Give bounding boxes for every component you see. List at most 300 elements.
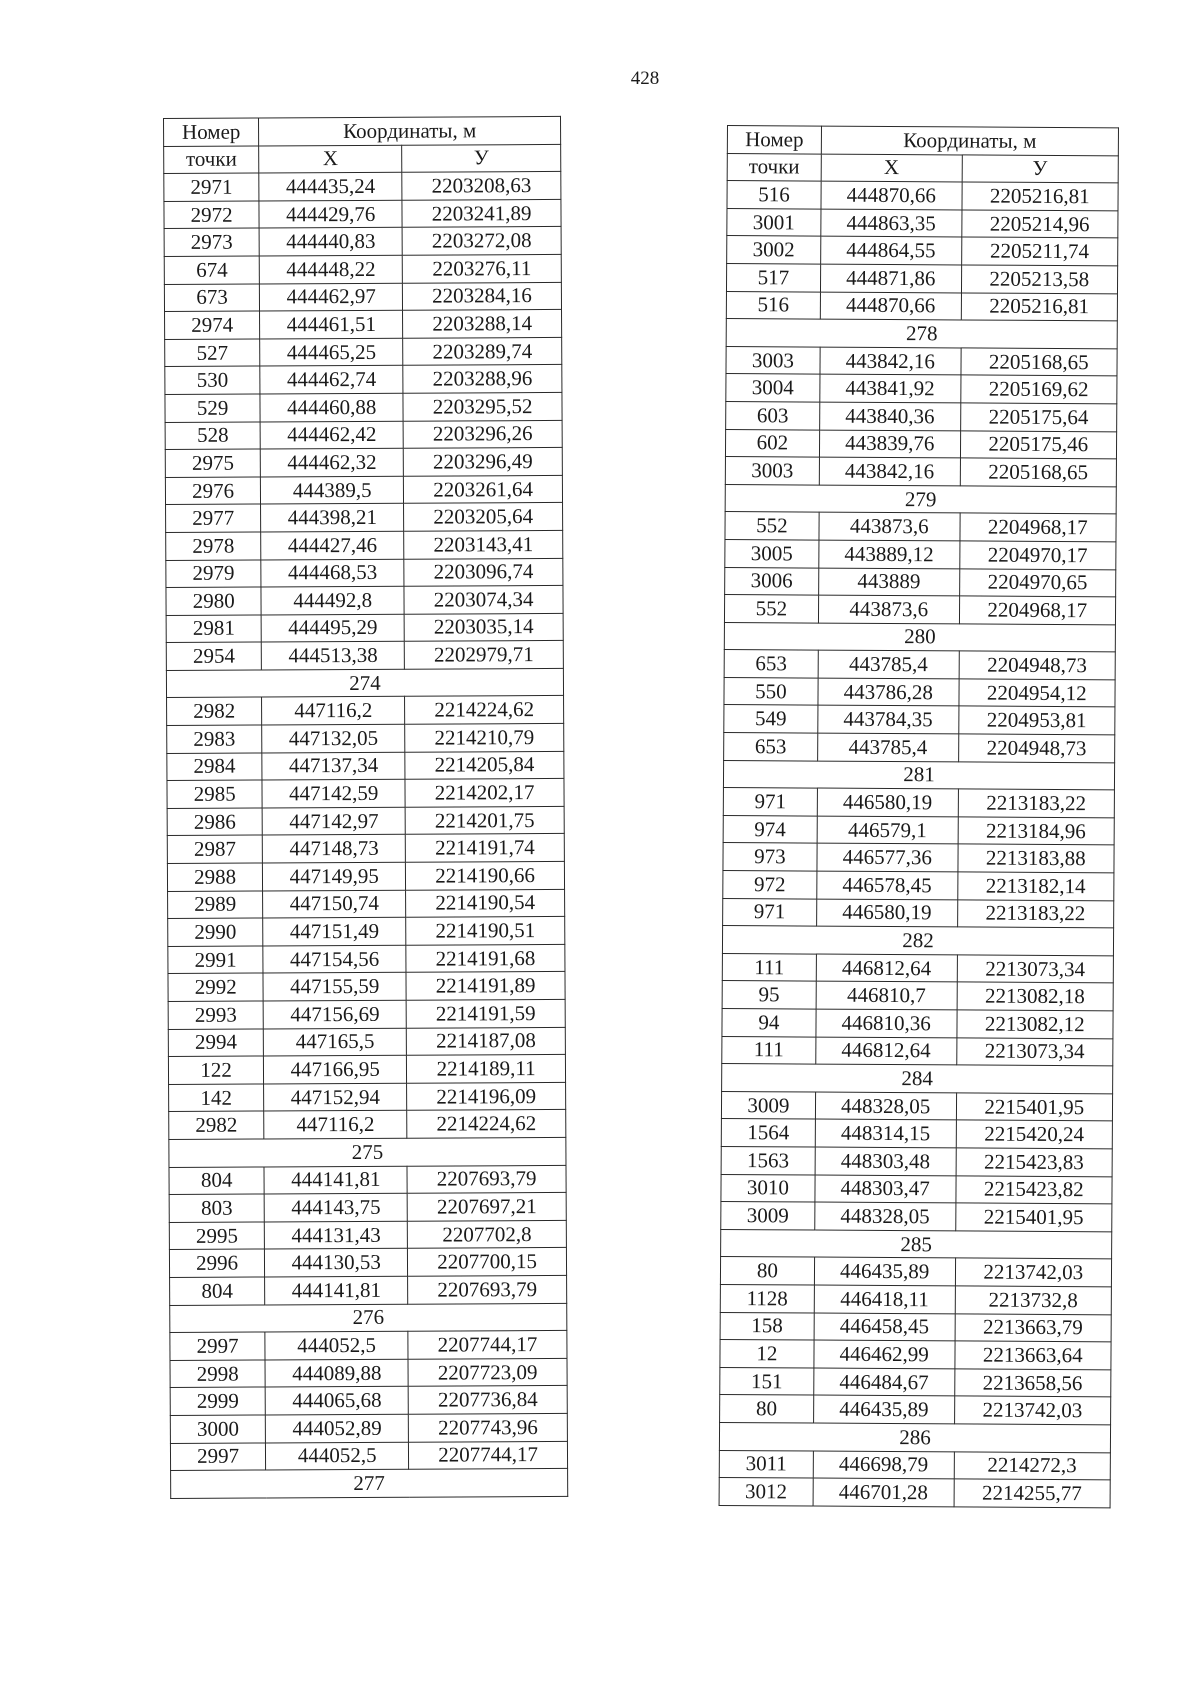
y-coordinate-cell: 2213073,34 <box>956 1038 1113 1067</box>
x-coordinate-cell: 447156,69 <box>263 1000 406 1028</box>
y-coordinate-cell: 2214191,74 <box>405 834 564 862</box>
y-coordinate-cell: 2204948,73 <box>958 734 1115 763</box>
point-number-cell: 530 <box>165 366 260 394</box>
y-coordinate-cell: 2214191,89 <box>406 972 565 1000</box>
y-coordinate-cell: 2213663,64 <box>954 1341 1111 1370</box>
y-coordinate-cell: 2204968,17 <box>960 513 1117 542</box>
y-coordinate-cell: 2214205,84 <box>405 751 564 779</box>
point-number-cell: 527 <box>165 339 260 367</box>
section-number: 281 <box>723 760 1114 790</box>
header-x: X <box>259 145 402 173</box>
section-number: 274 <box>166 668 563 698</box>
x-coordinate-cell: 444141,81 <box>265 1276 408 1304</box>
table-row <box>165 310 562 340</box>
table-row <box>724 595 1115 625</box>
x-coordinate-cell: 446810,7 <box>816 981 957 1009</box>
table-row <box>720 1340 1111 1370</box>
point-number-cell: 972 <box>723 871 817 899</box>
x-coordinate-cell: 447165,5 <box>264 1028 407 1056</box>
table-row <box>721 1119 1112 1149</box>
point-number-cell: 158 <box>720 1312 814 1340</box>
section-row <box>722 926 1113 956</box>
point-number-cell: 3010 <box>721 1174 815 1202</box>
y-coordinate-cell: 2207693,79 <box>408 1275 567 1303</box>
table-row <box>726 291 1117 321</box>
x-coordinate-cell: 444141,81 <box>264 1166 407 1194</box>
table-row <box>722 953 1113 983</box>
table-row <box>167 834 564 864</box>
x-coordinate-cell: 444468,53 <box>261 559 404 587</box>
y-coordinate-cell: 2205213,58 <box>961 265 1118 294</box>
x-coordinate-cell: 446435,89 <box>813 1395 954 1423</box>
y-coordinate-cell: 2203296,26 <box>403 420 562 448</box>
y-coordinate-cell: 2214189,11 <box>407 1055 566 1083</box>
point-number-cell: 804 <box>170 1277 265 1305</box>
x-coordinate-cell: 446701,28 <box>813 1478 954 1506</box>
x-coordinate-cell: 446458,45 <box>814 1313 955 1341</box>
y-coordinate-cell: 2203205,64 <box>404 503 563 531</box>
table-row <box>723 871 1114 901</box>
table-row <box>166 558 563 588</box>
x-coordinate-cell: 444495,29 <box>261 614 404 642</box>
y-coordinate-cell: 2203208,63 <box>402 172 561 200</box>
table-row <box>723 788 1114 818</box>
y-coordinate-cell: 2203295,52 <box>403 392 562 420</box>
x-coordinate-cell: 444089,88 <box>265 1359 408 1387</box>
y-coordinate-cell: 2207744,17 <box>409 1441 568 1469</box>
y-coordinate-cell: 2214190,51 <box>406 917 565 945</box>
table-row <box>169 1248 566 1278</box>
y-coordinate-cell: 2213082,18 <box>957 982 1114 1011</box>
point-number-cell: 3012 <box>719 1478 813 1506</box>
table-row <box>722 981 1113 1011</box>
y-coordinate-cell: 2203296,49 <box>403 448 562 476</box>
header-point-number-2: точки <box>164 146 259 174</box>
x-coordinate-cell: 446578,45 <box>817 871 958 899</box>
point-number-cell: 529 <box>165 394 260 422</box>
y-coordinate-cell: 2203241,89 <box>402 199 561 227</box>
section-number: 282 <box>722 926 1113 956</box>
section-row <box>169 1137 566 1167</box>
y-coordinate-cell: 2214187,08 <box>406 1027 565 1055</box>
x-coordinate-cell: 444130,53 <box>265 1249 408 1277</box>
x-coordinate-cell: 447132,05 <box>262 724 405 752</box>
point-number-cell: 516 <box>727 181 821 209</box>
table-row <box>727 236 1118 266</box>
point-number-cell: 517 <box>726 263 820 291</box>
table-row <box>721 1146 1112 1176</box>
point-number-cell: 603 <box>726 401 820 429</box>
x-coordinate-cell: 446580,19 <box>817 788 958 816</box>
table-row <box>167 751 564 781</box>
point-number-cell: 3000 <box>170 1415 265 1443</box>
table-row <box>725 512 1116 542</box>
table-row <box>167 723 564 753</box>
header-point-number: Номер <box>164 118 259 146</box>
point-number-cell: 3011 <box>719 1450 813 1478</box>
y-coordinate-cell: 2207693,79 <box>407 1165 566 1193</box>
point-number-cell: 2991 <box>168 946 263 974</box>
point-number-cell: 528 <box>165 422 260 450</box>
table-row <box>721 1174 1112 1204</box>
y-coordinate-cell: 2203289,74 <box>403 337 562 365</box>
y-coordinate-cell: 2205168,65 <box>961 348 1118 377</box>
x-coordinate-cell: 446484,67 <box>814 1368 955 1396</box>
point-number-cell: 2996 <box>169 1249 264 1277</box>
point-number-cell: 2992 <box>168 973 263 1001</box>
table-row <box>168 1027 565 1057</box>
x-coordinate-cell: 447149,95 <box>263 862 406 890</box>
x-coordinate-cell: 446435,89 <box>814 1257 955 1285</box>
y-coordinate-cell: 2205216,81 <box>961 292 1118 321</box>
header-point-number-2: точки <box>727 153 821 181</box>
x-coordinate-cell: 446579,1 <box>817 816 958 844</box>
point-number-cell: 2954 <box>166 642 261 670</box>
point-number-cell: 2979 <box>166 559 261 587</box>
x-coordinate-cell: 447154,56 <box>263 945 406 973</box>
point-number-cell: 2983 <box>167 725 262 753</box>
y-coordinate-cell: 2204953,81 <box>958 706 1115 735</box>
point-number-cell: 2997 <box>170 1442 265 1470</box>
y-coordinate-cell: 2213082,12 <box>957 1010 1114 1039</box>
y-coordinate-cell: 2207736,84 <box>408 1386 567 1414</box>
y-coordinate-cell: 2207743,96 <box>408 1413 567 1441</box>
point-number-cell: 2975 <box>165 449 260 477</box>
table-row <box>164 172 561 202</box>
y-coordinate-cell: 2204970,17 <box>959 541 1116 570</box>
table-row <box>725 429 1116 459</box>
table-row <box>165 475 562 505</box>
x-coordinate-cell: 446698,79 <box>813 1451 954 1479</box>
point-number-cell: 12 <box>720 1340 814 1368</box>
table-row <box>723 815 1114 845</box>
x-coordinate-cell: 443842,16 <box>819 457 960 485</box>
point-number-cell: 602 <box>725 429 819 457</box>
x-coordinate-cell: 443784,35 <box>818 706 959 734</box>
table-row <box>720 1395 1111 1425</box>
point-number-cell: 2972 <box>164 201 259 229</box>
table-row <box>169 1165 566 1195</box>
x-coordinate-cell: 444389,5 <box>261 476 404 504</box>
point-number-cell: 971 <box>723 788 817 816</box>
table-row <box>166 586 563 616</box>
point-number-cell: 2987 <box>167 835 262 863</box>
table-row <box>168 889 565 919</box>
x-coordinate-cell: 446812,64 <box>816 954 957 982</box>
x-coordinate-cell: 447150,74 <box>263 890 406 918</box>
section-number: 284 <box>722 1064 1113 1094</box>
y-coordinate-cell: 2203074,34 <box>404 586 563 614</box>
table-body <box>164 172 568 1499</box>
y-coordinate-cell: 2207723,09 <box>408 1358 567 1386</box>
y-coordinate-cell: 2214191,68 <box>406 944 565 972</box>
table-row <box>169 1082 566 1112</box>
point-number-cell: 2974 <box>165 311 260 339</box>
y-coordinate-cell: 2215401,95 <box>956 1093 1113 1122</box>
section-row <box>722 1064 1113 1094</box>
header-coordinates: Координаты, м <box>821 126 1118 155</box>
y-coordinate-cell: 2214272,3 <box>954 1451 1111 1480</box>
x-coordinate-cell: 444131,43 <box>265 1221 408 1249</box>
x-coordinate-cell: 444513,38 <box>262 642 405 670</box>
point-number-cell: 3003 <box>725 457 819 485</box>
x-coordinate-cell: 448328,05 <box>815 1202 956 1230</box>
x-coordinate-cell: 444462,32 <box>261 448 404 476</box>
y-coordinate-cell: 2214255,77 <box>954 1479 1111 1508</box>
table-row <box>164 282 561 312</box>
point-number-cell: 95 <box>722 981 816 1009</box>
x-coordinate-cell: 447116,2 <box>262 697 405 725</box>
table-row <box>724 733 1115 763</box>
point-number-cell: 2999 <box>170 1387 265 1415</box>
section-number: 278 <box>726 319 1117 349</box>
point-number-cell: 516 <box>726 291 820 319</box>
table-row <box>168 972 565 1002</box>
table-row <box>164 199 561 229</box>
section-row <box>724 622 1115 652</box>
y-coordinate-cell: 2205214,96 <box>961 210 1118 239</box>
table-row <box>723 843 1114 873</box>
table-row <box>167 696 564 726</box>
table-body <box>719 181 1118 1508</box>
point-number-cell: 974 <box>723 815 817 843</box>
y-coordinate-cell: 2214201,75 <box>405 806 564 834</box>
point-number-cell: 2973 <box>164 228 259 256</box>
y-coordinate-cell: 2213663,79 <box>955 1313 1112 1342</box>
x-coordinate-cell: 446418,11 <box>814 1285 955 1313</box>
x-coordinate-cell: 444863,35 <box>821 209 962 237</box>
y-coordinate-cell: 2203288,14 <box>403 310 562 338</box>
table-row <box>170 1441 567 1471</box>
x-coordinate-cell: 444398,21 <box>261 504 404 532</box>
y-coordinate-cell: 2213073,34 <box>957 955 1114 984</box>
section-number: 275 <box>169 1137 566 1167</box>
y-coordinate-cell: 2203284,16 <box>403 282 562 310</box>
y-coordinate-cell: 2204948,73 <box>959 651 1116 680</box>
point-number-cell: 2994 <box>168 1029 263 1057</box>
table-row <box>168 944 565 974</box>
y-coordinate-cell: 2215423,83 <box>956 1148 1113 1177</box>
x-coordinate-cell: 447137,34 <box>262 752 405 780</box>
y-coordinate-cell: 2214224,62 <box>405 696 564 724</box>
x-coordinate-cell: 443873,6 <box>819 512 960 540</box>
point-number-cell: 973 <box>723 843 817 871</box>
point-number-cell: 3009 <box>721 1202 815 1230</box>
point-number-cell: 653 <box>724 650 818 678</box>
table-row <box>168 1055 565 1085</box>
y-coordinate-cell: 2214190,66 <box>406 861 565 889</box>
table-row <box>726 374 1117 404</box>
table-row <box>167 861 564 891</box>
section-row <box>719 1422 1110 1452</box>
point-number-cell: 2984 <box>167 753 262 781</box>
y-coordinate-cell: 2214224,62 <box>407 1110 566 1138</box>
y-coordinate-cell: 2205175,46 <box>960 430 1117 459</box>
table-row <box>725 567 1116 597</box>
point-number-cell: 1564 <box>721 1119 815 1147</box>
y-coordinate-cell: 2203288,96 <box>403 365 562 393</box>
point-number-cell: 653 <box>724 733 818 761</box>
y-coordinate-cell: 2203276,11 <box>402 254 561 282</box>
point-number-cell: 3004 <box>726 374 820 402</box>
x-coordinate-cell: 443839,76 <box>819 430 960 458</box>
table-row <box>169 1193 566 1223</box>
y-coordinate-cell: 2214191,59 <box>406 999 565 1027</box>
table-row <box>166 641 563 671</box>
table-row <box>165 337 562 367</box>
table-row <box>170 1331 567 1361</box>
point-number-cell: 2995 <box>169 1222 264 1250</box>
y-coordinate-cell: 2203143,41 <box>404 530 563 558</box>
table-row <box>170 1358 567 1388</box>
point-number-cell: 3005 <box>725 539 819 567</box>
point-number-cell: 2986 <box>167 808 262 836</box>
y-coordinate-cell: 2203035,14 <box>404 613 563 641</box>
y-coordinate-cell: 2213183,22 <box>958 789 1115 818</box>
table-row <box>165 365 562 395</box>
point-number-cell: 2978 <box>166 532 261 560</box>
y-coordinate-cell: 2205168,65 <box>960 458 1117 487</box>
point-number-cell: 2997 <box>170 1332 265 1360</box>
x-coordinate-cell: 444461,51 <box>260 310 403 338</box>
y-coordinate-cell: 2207697,21 <box>407 1193 566 1221</box>
section-number: 286 <box>719 1422 1110 1452</box>
table-row <box>720 1284 1111 1314</box>
y-coordinate-cell: 2204954,12 <box>959 679 1116 708</box>
coordinates-table-right <box>719 125 1119 1508</box>
x-coordinate-cell: 443840,36 <box>819 402 960 430</box>
x-coordinate-cell: 447142,59 <box>262 779 405 807</box>
table-row <box>164 227 561 257</box>
section-row <box>723 760 1114 790</box>
table-row <box>720 1367 1111 1397</box>
table-row <box>169 1110 566 1140</box>
point-number-cell: 552 <box>724 595 818 623</box>
point-number-cell: 111 <box>722 1036 816 1064</box>
section-row <box>726 319 1117 349</box>
table-row <box>165 392 562 422</box>
point-number-cell: 142 <box>169 1084 264 1112</box>
x-coordinate-cell: 443842,16 <box>820 347 961 375</box>
table-row <box>723 898 1114 928</box>
table-row <box>725 539 1116 569</box>
point-number-cell: 1563 <box>721 1146 815 1174</box>
table-row <box>721 1091 1112 1121</box>
header-coordinates: Координаты, м <box>259 116 561 145</box>
y-coordinate-cell: 2204968,17 <box>959 596 1116 625</box>
x-coordinate-cell: 443889,12 <box>819 540 960 568</box>
header-y: У <box>402 144 561 172</box>
y-coordinate-cell: 2207702,8 <box>407 1220 566 1248</box>
table-row <box>166 503 563 533</box>
point-number-cell: 2982 <box>167 697 262 725</box>
table-header <box>164 116 561 173</box>
y-coordinate-cell: 2213184,96 <box>958 817 1115 846</box>
point-number-cell: 550 <box>724 677 818 705</box>
x-coordinate-cell: 444429,76 <box>259 200 402 228</box>
table-header <box>727 126 1118 184</box>
table-row <box>722 1036 1113 1066</box>
table-row <box>724 705 1115 735</box>
y-coordinate-cell: 2215401,95 <box>955 1203 1112 1232</box>
point-number-cell: 971 <box>723 898 817 926</box>
x-coordinate-cell: 446580,19 <box>816 899 957 927</box>
table-row <box>725 457 1116 487</box>
y-coordinate-cell: 2214196,09 <box>407 1082 566 1110</box>
x-coordinate-cell: 448303,47 <box>815 1175 956 1203</box>
point-number-cell: 2971 <box>164 173 259 201</box>
x-coordinate-cell: 444427,46 <box>261 531 404 559</box>
point-number-cell: 122 <box>168 1056 263 1084</box>
y-coordinate-cell: 2215423,82 <box>955 1175 1112 1204</box>
table-row <box>720 1312 1111 1342</box>
x-coordinate-cell: 447152,94 <box>264 1083 407 1111</box>
page-number: 428 <box>630 68 660 89</box>
x-coordinate-cell: 444465,25 <box>260 338 403 366</box>
point-number-cell: 2998 <box>170 1360 265 1388</box>
x-coordinate-cell: 447155,59 <box>263 973 406 1001</box>
y-coordinate-cell: 2213742,03 <box>954 1396 1111 1425</box>
table-row <box>170 1413 567 1443</box>
header-point-number: Номер <box>727 126 821 154</box>
point-number-cell: 2981 <box>166 615 261 643</box>
point-number-cell: 80 <box>720 1395 814 1423</box>
y-coordinate-cell: 2205211,74 <box>961 237 1118 266</box>
x-coordinate-cell: 444460,88 <box>260 393 403 421</box>
table-row <box>727 208 1118 238</box>
x-coordinate-cell: 447116,2 <box>264 1111 407 1139</box>
point-number-cell: 3002 <box>727 236 821 264</box>
point-number-cell: 1128 <box>720 1284 814 1312</box>
x-coordinate-cell: 447151,49 <box>263 917 406 945</box>
x-coordinate-cell: 443873,6 <box>818 595 959 623</box>
y-coordinate-cell: 2214190,54 <box>406 889 565 917</box>
y-coordinate-cell: 2203272,08 <box>402 227 561 255</box>
x-coordinate-cell: 444143,75 <box>264 1193 407 1221</box>
section-row <box>725 484 1116 514</box>
y-coordinate-cell: 2205169,62 <box>960 375 1117 404</box>
x-coordinate-cell: 444065,68 <box>265 1387 408 1415</box>
y-coordinate-cell: 2213658,56 <box>954 1369 1111 1398</box>
y-coordinate-cell: 2215420,24 <box>956 1120 1113 1149</box>
x-coordinate-cell: 446812,64 <box>816 1037 957 1065</box>
y-coordinate-cell: 2203096,74 <box>404 558 563 586</box>
x-coordinate-cell: 446577,36 <box>817 844 958 872</box>
y-coordinate-cell: 2207700,15 <box>408 1248 567 1276</box>
point-number-cell: 3006 <box>725 567 819 595</box>
table-row <box>167 806 564 836</box>
x-coordinate-cell: 446810,36 <box>816 1009 957 1037</box>
x-coordinate-cell: 444871,86 <box>820 264 961 292</box>
point-number-cell: 94 <box>722 1008 816 1036</box>
point-number-cell: 549 <box>724 705 818 733</box>
table-row <box>170 1386 567 1416</box>
x-coordinate-cell: 446462,99 <box>814 1340 955 1368</box>
x-coordinate-cell: 444864,55 <box>820 236 961 264</box>
table-row <box>720 1257 1111 1287</box>
x-coordinate-cell: 444052,89 <box>266 1414 409 1442</box>
y-coordinate-cell: 2205216,81 <box>962 182 1119 211</box>
x-coordinate-cell: 447166,95 <box>264 1055 407 1083</box>
table-row <box>166 530 563 560</box>
x-coordinate-cell: 443785,4 <box>818 650 959 678</box>
section-row <box>170 1303 567 1333</box>
section-number: 285 <box>721 1229 1112 1259</box>
point-number-cell: 2990 <box>168 918 263 946</box>
section-number: 280 <box>724 622 1115 652</box>
x-coordinate-cell: 448328,05 <box>815 1092 956 1120</box>
section-row <box>171 1468 568 1498</box>
